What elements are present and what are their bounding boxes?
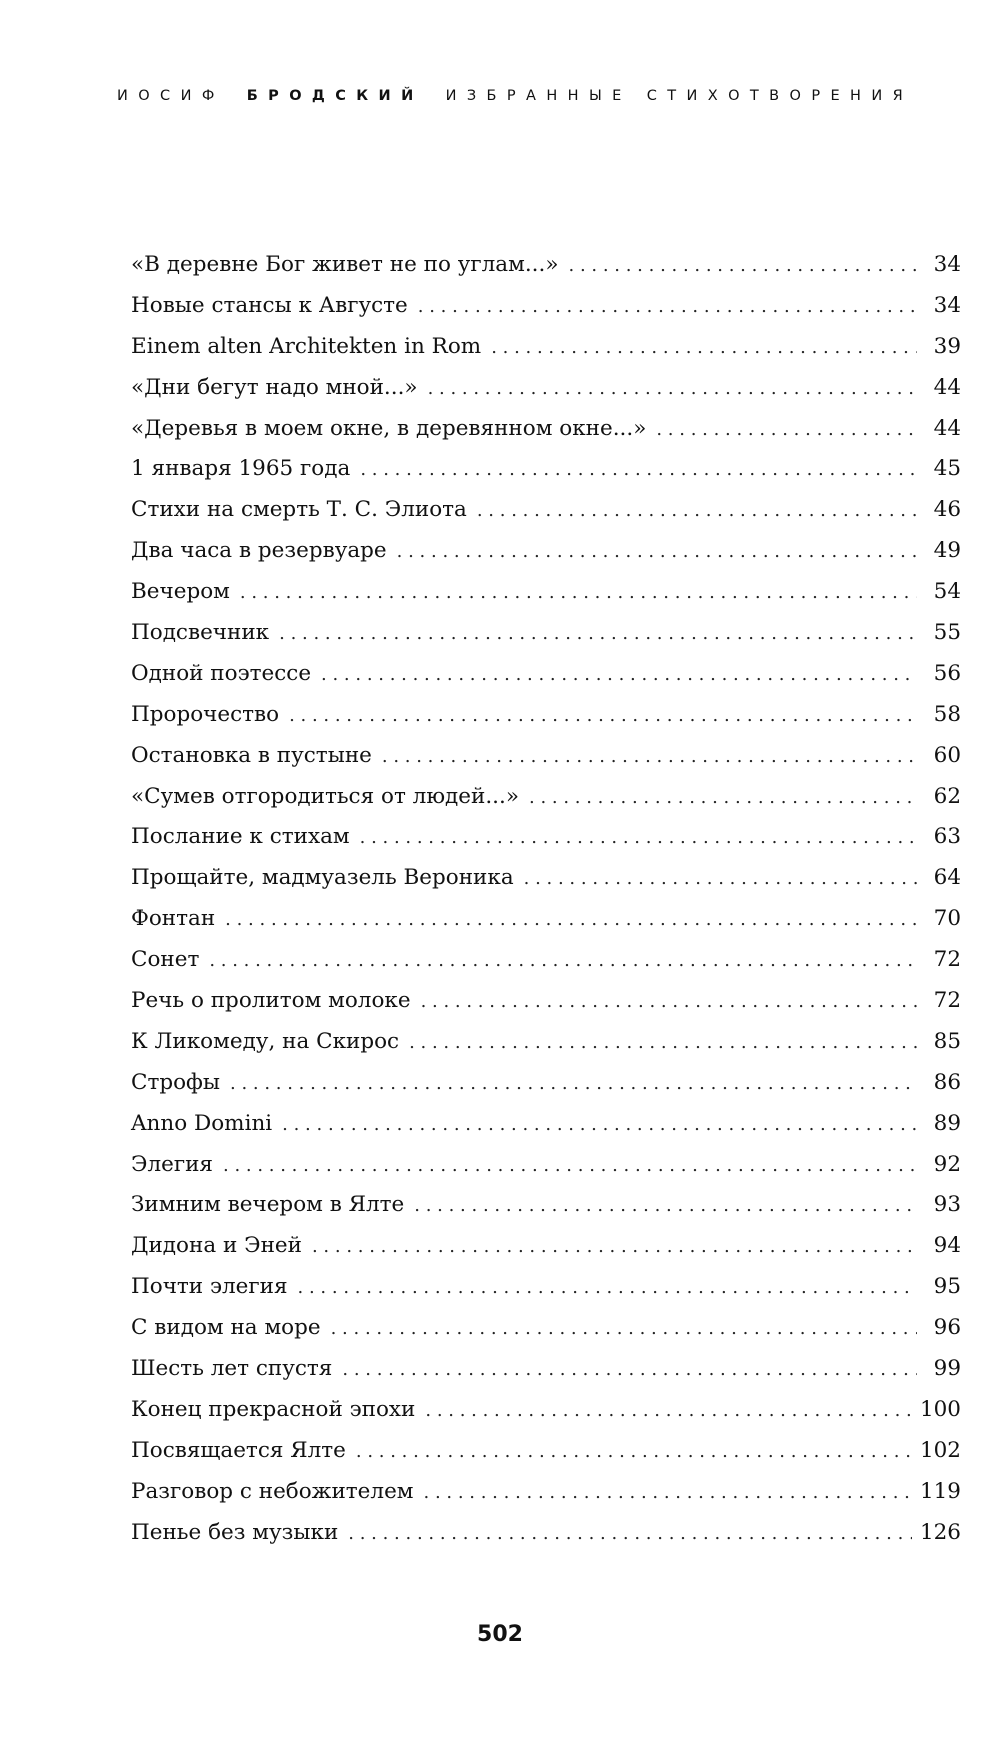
- running-head: [117, 88, 977, 104]
- toc-entry: [131, 490, 961, 531]
- toc-entry: [131, 981, 961, 1022]
- toc-dot-leader: [321, 655, 917, 696]
- toc-entry-page: 63: [933, 824, 961, 850]
- toc-entry-title: Шесть лет спустя: [131, 1356, 333, 1382]
- toc-dot-leader: [240, 573, 917, 614]
- toc-entry-title: Конец прекрасной эпохи: [131, 1396, 416, 1422]
- toc-dot-leader: [569, 246, 917, 287]
- toc-entry-title: Посвящается Ялте: [131, 1437, 346, 1463]
- toc-entry: [131, 940, 961, 981]
- page-number: 502: [477, 1622, 523, 1647]
- toc-dot-leader: [225, 900, 917, 941]
- toc-entry: [131, 1431, 961, 1472]
- toc-dot-leader: [282, 1105, 917, 1146]
- toc-entry-title: Элегия: [131, 1151, 213, 1177]
- toc-entry-title: Сонет: [131, 947, 200, 973]
- toc-entry-page: 54: [933, 579, 961, 605]
- toc-entry: [131, 245, 961, 286]
- toc-entry-page: 72: [933, 988, 961, 1014]
- toc-dot-leader: [360, 818, 917, 859]
- toc-dot-leader: [223, 1146, 917, 1187]
- toc-dot-leader: [477, 491, 917, 532]
- toc-dot-leader: [424, 1473, 912, 1514]
- toc-entry: [131, 1145, 961, 1186]
- toc-entry-page: 58: [933, 701, 961, 727]
- author-last-name: БРОДСКИЙ: [246, 88, 424, 104]
- toc-dot-leader: [418, 287, 917, 328]
- toc-entry-title: Подсвечник: [131, 620, 270, 646]
- toc-entry-page: 94: [933, 1233, 961, 1259]
- toc-entry-title: Прощайте, мадмуазель Вероника: [131, 865, 514, 891]
- toc-entry-page: 99: [933, 1356, 961, 1382]
- toc-dot-leader: [428, 369, 917, 410]
- book-title: ИЗБРАННЫЕ СТИХОТВОРЕНИЯ: [445, 88, 914, 104]
- toc-entry-page: 49: [933, 538, 961, 564]
- toc-entry-title: Дидона и Эней: [131, 1233, 302, 1259]
- toc-entry-title: Новые стансы к Августе: [131, 292, 408, 318]
- toc-entry-title: Пенье без музыки: [131, 1519, 339, 1545]
- toc-entry: [131, 1185, 961, 1226]
- toc-dot-leader: [409, 1023, 917, 1064]
- toc-entry-title: Разговор с небожителем: [131, 1478, 414, 1504]
- toc-entry: [131, 613, 961, 654]
- toc-dot-leader: [414, 1186, 917, 1227]
- table-of-contents: [131, 245, 961, 1554]
- toc-dot-leader: [397, 532, 917, 573]
- toc-entry-page: 72: [933, 947, 961, 973]
- toc-entry: [131, 449, 961, 490]
- toc-entry-title: Зимним вечером в Ялте: [131, 1192, 405, 1218]
- toc-entry-title: Einem alten Architekten in Rom: [131, 333, 482, 359]
- toc-entry: [131, 1226, 961, 1267]
- toc-entry: [131, 531, 961, 572]
- toc-entry-page: 86: [933, 1069, 961, 1095]
- toc-entry-title: Послание к стихам: [131, 824, 350, 850]
- toc-dot-leader: [425, 1391, 912, 1432]
- toc-entry-page: 64: [933, 865, 961, 891]
- toc-entry-title: «Сумев отгородиться от людей...»: [131, 783, 519, 809]
- toc-entry-title: Вечером: [131, 579, 230, 605]
- toc-entry-title: 1 января 1965 года: [131, 456, 351, 482]
- toc-entry: [131, 1308, 961, 1349]
- toc-entry-page: 60: [933, 742, 961, 768]
- toc-dot-leader: [529, 778, 917, 819]
- toc-entry-title: Стихи на смерть Т. С. Элиота: [131, 497, 467, 523]
- toc-entry-page: 93: [933, 1192, 961, 1218]
- toc-entry: [131, 858, 961, 899]
- toc-entry-title: Пророчество: [131, 701, 280, 727]
- toc-entry-title: Почти элегия: [131, 1274, 288, 1300]
- toc-entry: [131, 736, 961, 777]
- toc-entry-title: Строфы: [131, 1069, 220, 1095]
- toc-entry: [131, 1063, 961, 1104]
- toc-entry: [131, 368, 961, 409]
- toc-entry-title: С видом на море: [131, 1315, 321, 1341]
- toc-entry: [131, 1267, 961, 1308]
- toc-entry-title: «В деревне Бог живет не по углам...»: [131, 252, 559, 277]
- toc-dot-leader: [524, 859, 917, 900]
- toc-dot-leader: [312, 1227, 917, 1268]
- toc-entry-page: 44: [933, 415, 961, 441]
- toc-entry-page: 102: [919, 1437, 961, 1463]
- author-first-name: ИОСИФ: [117, 88, 225, 104]
- toc-entry: [131, 1472, 961, 1513]
- toc-entry-title: Остановка в пустыне: [131, 742, 372, 768]
- toc-entry-page: 55: [933, 620, 961, 646]
- toc-entry-page: 95: [933, 1274, 961, 1300]
- toc-entry: [131, 777, 961, 818]
- toc-dot-leader: [348, 1514, 912, 1555]
- toc-entry-page: 92: [933, 1151, 961, 1177]
- toc-dot-leader: [656, 410, 917, 451]
- toc-entry-title: Два часа в резервуаре: [131, 538, 387, 564]
- toc-entry-page: 70: [933, 906, 961, 932]
- toc-entry: [131, 1349, 961, 1390]
- toc-entry: [131, 899, 961, 940]
- toc-dot-leader: [356, 1432, 912, 1473]
- toc-entry-page: 45: [933, 456, 961, 482]
- toc-dot-leader: [279, 614, 917, 655]
- toc-dot-leader: [421, 982, 917, 1023]
- toc-entry-page: 126: [919, 1519, 961, 1545]
- toc-entry-title: Anno Domini: [131, 1110, 273, 1136]
- toc-entry: [131, 1022, 961, 1063]
- toc-entry: [131, 286, 961, 327]
- toc-entry: [131, 654, 961, 695]
- toc-entry-page: 34: [933, 292, 961, 318]
- toc-entry: [131, 695, 961, 736]
- toc-entry-page: 46: [933, 497, 961, 523]
- toc-entry: [131, 1104, 961, 1145]
- toc-dot-leader: [298, 1268, 917, 1309]
- toc-dot-leader: [342, 1350, 917, 1391]
- toc-entry-page: 89: [933, 1110, 961, 1136]
- toc-entry-page: 85: [933, 1028, 961, 1054]
- toc-entry: [131, 1513, 961, 1554]
- toc-entry-page: 56: [933, 660, 961, 686]
- toc-dot-leader: [331, 1309, 917, 1350]
- toc-entry-page: 62: [933, 783, 961, 809]
- toc-entry-page: 34: [933, 252, 961, 277]
- toc-dot-leader: [230, 1064, 917, 1105]
- toc-entry-page: 96: [933, 1315, 961, 1341]
- toc-entry-title: Фонтан: [131, 906, 216, 932]
- toc-entry-title: К Ликомеду, на Скирос: [131, 1028, 400, 1054]
- toc-entry-page: 39: [933, 333, 961, 359]
- toc-entry-title: «Дни бегут надо мной...»: [131, 374, 418, 400]
- toc-entry-page: 100: [919, 1396, 961, 1422]
- toc-entry-page: 119: [919, 1478, 961, 1504]
- toc-entry: [131, 327, 961, 368]
- toc-entry-title: Речь о пролитом молоке: [131, 988, 411, 1014]
- toc-entry: [131, 409, 961, 450]
- toc-dot-leader: [289, 696, 917, 737]
- toc-dot-leader: [360, 450, 917, 491]
- toc-dot-leader: [382, 737, 917, 778]
- toc-dot-leader: [209, 941, 917, 982]
- toc-entry: [131, 1390, 961, 1431]
- toc-entry-title: «Деревья в моем окне, в деревянном окне...»: [131, 415, 647, 441]
- toc-entry-page: 44: [933, 374, 961, 400]
- toc-entry: [131, 817, 961, 858]
- toc-entry-title: Одной поэтессе: [131, 660, 312, 686]
- toc-dot-leader: [491, 328, 917, 369]
- toc-entry: [131, 572, 961, 613]
